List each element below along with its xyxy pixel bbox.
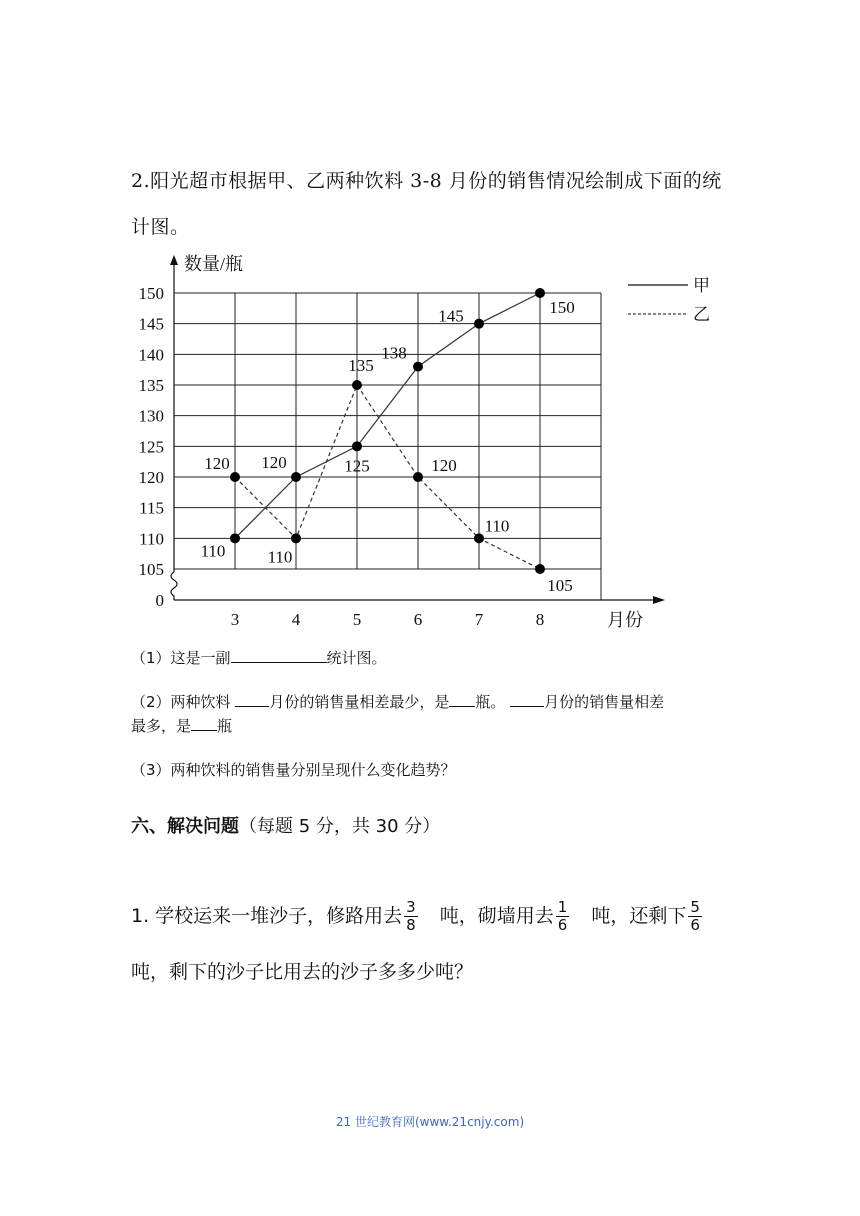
y-tick-label: 150 [138,284,164,303]
y-tick-label: 135 [138,376,164,395]
data-point [291,533,301,543]
y-tick-label: 125 [138,437,164,457]
fraction-5-6 [688,899,702,934]
data-point [474,319,484,329]
x-tick-label: 6 [413,610,423,629]
y-tick-label: 105 [138,560,164,579]
problem-text-2: 吨，砌墙用去 [439,905,554,927]
fraction-3-8 [404,899,418,934]
data-point [352,441,362,451]
sales-line-chart [110,245,710,640]
data-point [291,472,301,482]
data-point [413,362,423,372]
fraction-numerator: 5 [690,898,700,916]
answer-blank-4[interactable] [510,690,544,707]
sub-2-f: 瓶 [217,717,233,735]
fraction-denominator: 6 [690,916,700,934]
data-label: 150 [549,298,575,317]
answer-blank-1[interactable] [231,646,327,663]
x-axis-label: 月份 [607,610,643,630]
answer-blank-5[interactable] [191,714,217,731]
answer-blank-3[interactable] [449,690,475,707]
y-axis-arrow [170,255,178,265]
data-label: 125 [344,456,370,476]
legend-label-jia: 甲 [693,276,710,295]
section-note: （每题 5 分，共 30 分） [239,816,441,837]
fraction-numerator: 3 [406,898,416,916]
data-label: 120 [204,454,230,473]
x-tick-label: 4 [291,610,301,629]
fraction-denominator: 6 [557,916,568,934]
y-axis-break [171,572,177,600]
y-axis-label: 数量/瓶 [184,254,244,274]
data-label: 105 [547,576,573,595]
question-2-intro: 2.阳光超市根据甲、乙两种饮料 3-8 月份的销售情况绘制成下面的统计图。 [131,170,722,238]
data-point [535,288,545,298]
problem-1 [131,888,741,1000]
data-point [230,472,240,482]
data-label: 145 [438,306,464,326]
data-point [474,533,484,543]
data-label: 138 [381,343,407,363]
fraction-1-6 [556,899,570,934]
data-label: 110 [267,547,293,567]
x-tick-label: 8 [535,610,545,629]
x-tick-label: 3 [230,610,240,629]
section-title: 六、解决问题 [131,816,239,837]
data-label: 135 [348,356,374,375]
y-tick-label: 0 [155,591,164,610]
fraction-denominator: 8 [406,916,416,934]
answer-blank-2[interactable] [235,690,269,707]
sub-2-c: 瓶。 [475,693,506,711]
sub-question-1 [131,646,387,670]
sub-1-suffix: 统计图。 [326,649,387,667]
fraction-numerator: 1 [557,898,568,916]
data-label: 110 [484,516,510,536]
y-tick-label: 120 [138,468,164,487]
data-point [230,533,240,543]
y-tick-label: 140 [138,345,164,365]
sub-question-2 [131,690,731,738]
data-label: 120 [431,456,457,475]
problem-text-4: 吨，剩下的沙子比用去的沙子多多少吨？ [131,961,474,983]
data-point [352,380,362,390]
x-tick-label: 5 [352,610,362,629]
data-point [535,564,545,574]
data-label: 120 [261,453,287,472]
y-tick-label: 130 [138,406,164,426]
sub-2-e: 最多，是 [131,717,192,735]
y-tick-label: 115 [139,498,164,518]
footer-source: 21 世纪教育网(www.21cnjy.com) [335,1115,525,1129]
data-label: 110 [200,541,226,561]
sub-1-prefix: （1）这是一副 [131,649,231,667]
problem-text-3: 吨，还剩下 [591,905,687,927]
sub-2-a: （2）两种饮料 [131,693,231,711]
y-tick-label: 110 [139,529,164,549]
x-tick-label: 7 [474,610,484,629]
sub-2-b: 月份的销售量相差最少，是 [269,693,450,711]
sub-2-d: 月份的销售量相差 [544,693,665,711]
sub-question-3: （3）两种饮料的销售量分别呈现什么变化趋势？ [131,761,456,779]
data-point [413,472,423,482]
legend-label-yi: 乙 [693,305,710,324]
section-heading [131,812,440,838]
y-tick-label: 145 [138,314,164,334]
problem-text-1: 1. 学校运来一堆沙子，修路用去 [131,905,403,927]
x-axis-arrow [653,596,665,604]
